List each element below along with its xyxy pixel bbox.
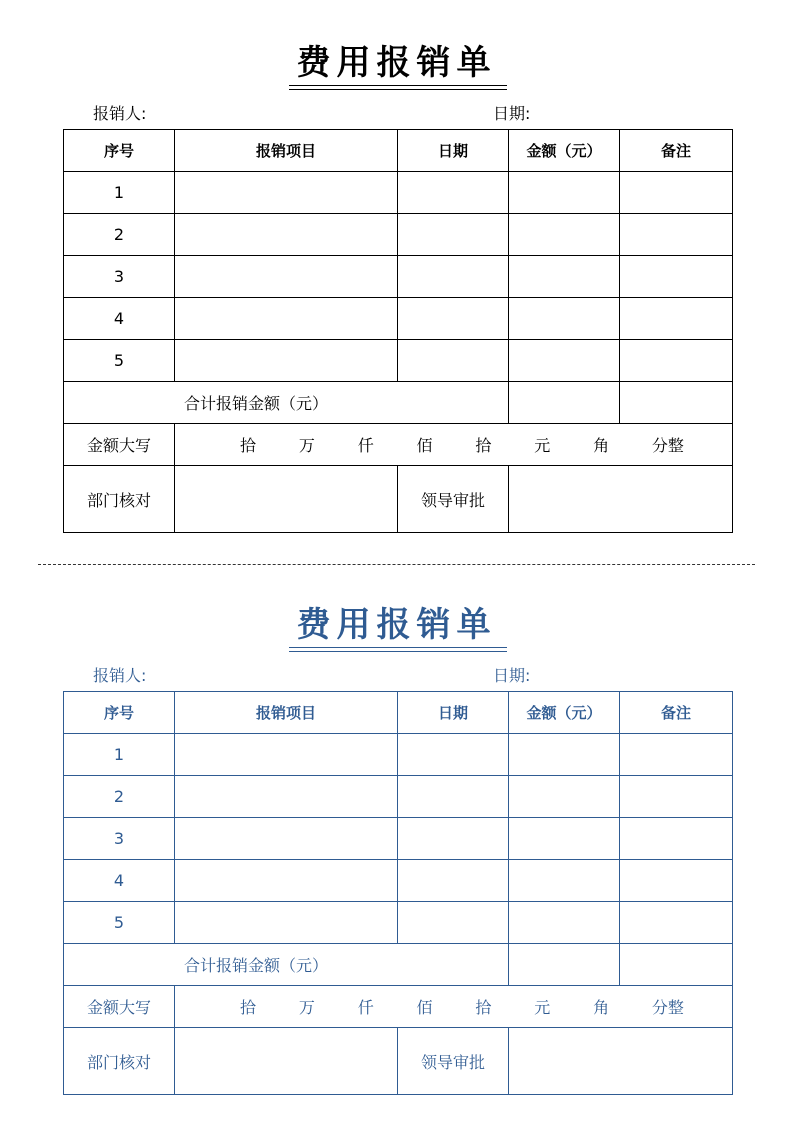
unit-bai: 佰: [416, 998, 433, 1017]
item-cell[interactable]: [175, 298, 398, 340]
header-item: 报销项目: [175, 692, 398, 734]
unit-qian: 仟: [357, 436, 374, 455]
total-row: [64, 944, 733, 986]
item-cell[interactable]: [175, 172, 398, 214]
date-label: 日期:: [493, 104, 531, 123]
form-title: 费用报销单: [296, 43, 497, 83]
table-row: [64, 776, 733, 818]
date-cell[interactable]: [398, 298, 509, 340]
header-amount: 金额（元）: [509, 692, 620, 734]
table-row: [64, 214, 733, 256]
unit-fen: 分整: [651, 436, 684, 455]
total-amount-cell[interactable]: [509, 382, 620, 424]
leader-approval-cell[interactable]: [509, 1028, 733, 1095]
header-index: 序号: [64, 692, 175, 734]
header-index: 序号: [64, 130, 175, 172]
unit-bai: 佰: [416, 436, 433, 455]
item-cell[interactable]: [175, 818, 398, 860]
row-index: 4: [64, 860, 175, 902]
approval-row: [64, 466, 733, 533]
item-cell[interactable]: [175, 256, 398, 298]
unit-shi: 拾: [240, 998, 257, 1017]
table-row: [64, 340, 733, 382]
unit-wan: 万: [298, 436, 315, 455]
table-row: [64, 172, 733, 214]
unit-jiao: 角: [593, 436, 610, 455]
amount-cell[interactable]: [509, 256, 620, 298]
reporter-label: 报销人:: [93, 104, 147, 123]
amount-cell[interactable]: [509, 860, 620, 902]
header-date: 日期: [398, 692, 509, 734]
unit-shi: 拾: [475, 998, 492, 1017]
amount-in-words-row: [64, 986, 733, 1028]
header-item: 报销项目: [175, 130, 398, 172]
table-row: [64, 256, 733, 298]
remark-cell[interactable]: [620, 172, 733, 214]
dashed-cut-line: [38, 564, 755, 565]
unit-qian: 仟: [357, 998, 374, 1017]
header-remark: 备注: [620, 130, 733, 172]
amount-cell[interactable]: [509, 340, 620, 382]
date-cell[interactable]: [398, 734, 509, 776]
amount-cell[interactable]: [509, 776, 620, 818]
row-index: 2: [64, 776, 175, 818]
unit-wan: 万: [298, 998, 315, 1017]
dept-check-cell[interactable]: [175, 1028, 398, 1095]
remark-cell[interactable]: [620, 818, 733, 860]
item-cell[interactable]: [175, 860, 398, 902]
title-double-underline: [289, 647, 507, 652]
leader-approval-label: 领导审批: [398, 1028, 509, 1095]
table-row: [64, 734, 733, 776]
expense-table: [63, 129, 733, 533]
amount-cell[interactable]: [509, 172, 620, 214]
remark-cell[interactable]: [620, 902, 733, 944]
remark-cell[interactable]: [620, 214, 733, 256]
row-index: 2: [64, 214, 175, 256]
caps-cell[interactable]: [175, 424, 733, 466]
table-row: [64, 902, 733, 944]
item-cell[interactable]: [175, 734, 398, 776]
item-cell[interactable]: [175, 902, 398, 944]
table-row: [64, 298, 733, 340]
unit-fen: 分整: [651, 998, 684, 1017]
total-amount-cell[interactable]: [509, 944, 620, 986]
item-cell[interactable]: [175, 214, 398, 256]
header-date: 日期: [398, 130, 509, 172]
caps-label: 金额大写: [64, 986, 175, 1028]
row-index: 4: [64, 298, 175, 340]
approval-row: [64, 1028, 733, 1095]
dept-check-label: 部门核对: [64, 1028, 175, 1095]
date-label: 日期:: [493, 666, 531, 685]
row-index: 3: [64, 256, 175, 298]
total-label: 合计报销金额（元）: [64, 382, 509, 424]
date-cell[interactable]: [398, 256, 509, 298]
date-cell[interactable]: [398, 818, 509, 860]
leader-approval-label: 领导审批: [398, 466, 509, 533]
row-index: 1: [64, 734, 175, 776]
row-index: 3: [64, 818, 175, 860]
amount-cell[interactable]: [509, 902, 620, 944]
row-index: 5: [64, 340, 175, 382]
date-cell[interactable]: [398, 776, 509, 818]
unit-shi: 拾: [240, 436, 257, 455]
remark-cell[interactable]: [620, 776, 733, 818]
row-index: 1: [64, 172, 175, 214]
date-cell[interactable]: [398, 340, 509, 382]
total-row: [64, 382, 733, 424]
form-title: 费用报销单: [296, 605, 497, 645]
item-cell[interactable]: [175, 340, 398, 382]
header-remark: 备注: [620, 692, 733, 734]
amount-cell[interactable]: [509, 298, 620, 340]
total-label: 合计报销金额（元）: [64, 944, 509, 986]
expense-table: [63, 691, 733, 1095]
unit-jiao: 角: [593, 998, 610, 1017]
date-cell[interactable]: [398, 172, 509, 214]
unit-yuan: 元: [534, 998, 551, 1017]
date-cell[interactable]: [398, 902, 509, 944]
remark-cell[interactable]: [620, 256, 733, 298]
row-index: 5: [64, 902, 175, 944]
total-remark-cell[interactable]: [620, 382, 733, 424]
caps-label: 金额大写: [64, 424, 175, 466]
amount-cell[interactable]: [509, 734, 620, 776]
amount-cell[interactable]: [509, 214, 620, 256]
remark-cell[interactable]: [620, 340, 733, 382]
reporter-label: 报销人:: [93, 666, 147, 685]
leader-approval-cell[interactable]: [509, 466, 733, 533]
remark-cell[interactable]: [620, 860, 733, 902]
unit-shi: 拾: [475, 436, 492, 455]
table-row: [64, 818, 733, 860]
total-remark-cell[interactable]: [620, 944, 733, 986]
table-row: [64, 860, 733, 902]
amount-cell[interactable]: [509, 818, 620, 860]
remark-cell[interactable]: [620, 734, 733, 776]
dept-check-cell[interactable]: [175, 466, 398, 533]
title-double-underline: [289, 85, 507, 90]
caps-cell[interactable]: [175, 986, 733, 1028]
header-amount: 金额（元）: [509, 130, 620, 172]
table-header-row: [64, 130, 733, 172]
amount-in-words-row: [64, 424, 733, 466]
dept-check-label: 部门核对: [64, 466, 175, 533]
date-cell[interactable]: [398, 214, 509, 256]
table-header-row: [64, 692, 733, 734]
unit-yuan: 元: [534, 436, 551, 455]
item-cell[interactable]: [175, 776, 398, 818]
remark-cell[interactable]: [620, 298, 733, 340]
date-cell[interactable]: [398, 860, 509, 902]
